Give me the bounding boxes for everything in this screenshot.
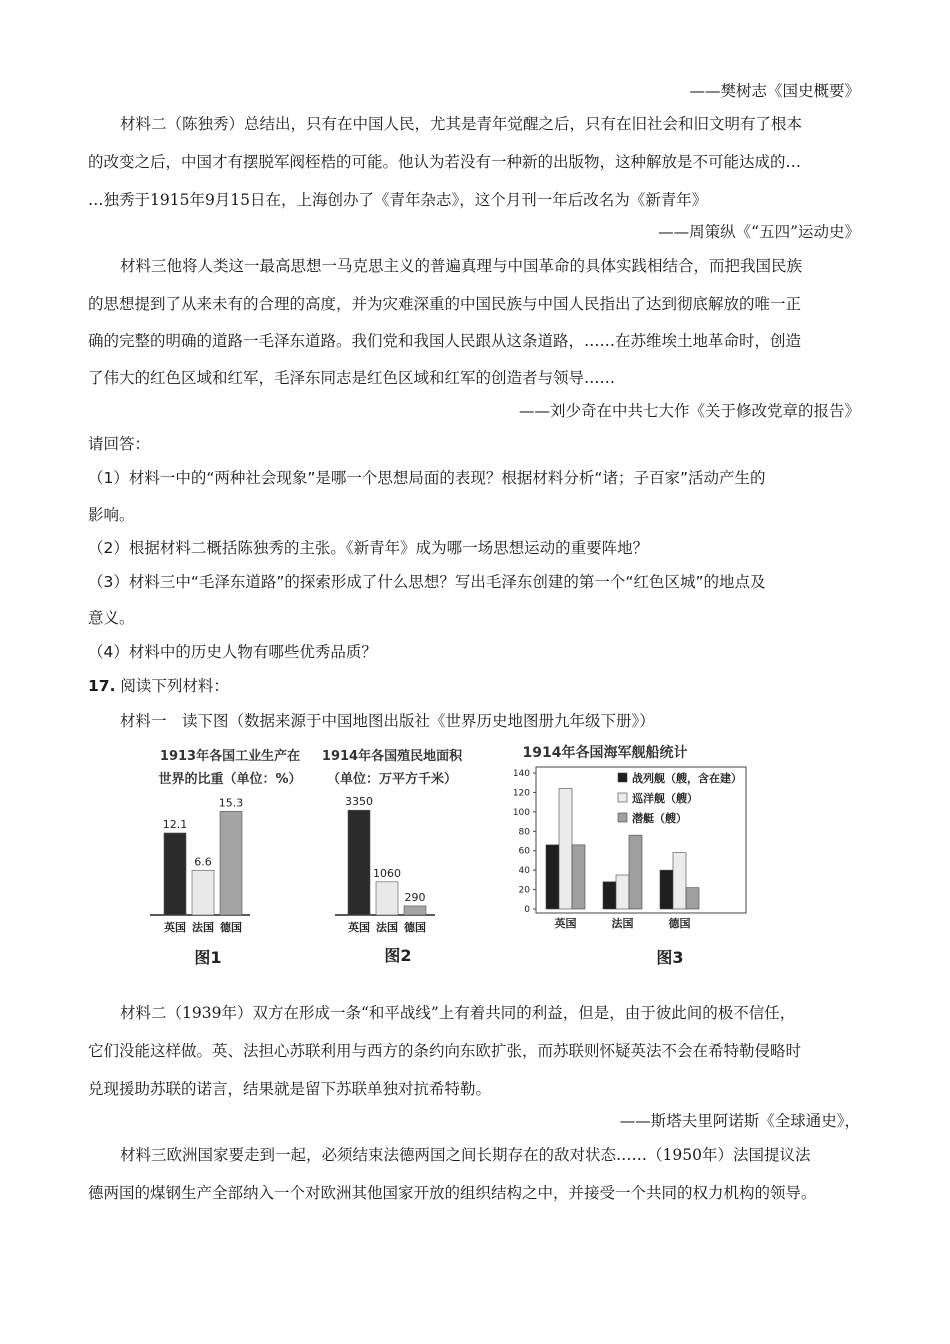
charts-svg [140,735,760,975]
figure-1-category-label-1: 英国 [164,921,186,934]
figure-1-value-label-2: 6.6 [194,855,212,869]
figure-3-category-label-3: 德国 [668,917,691,930]
material-3-line-2: 的思想提到了从来未有的合理的高度，并为灾难深重的中国民族与中国人民指出了达到彻底解放的唯一正 [88,295,802,313]
question-1-line-1: （1）材料一中的“两种社会现象”是哪一个思想局面的表现？根据材料分析“诸；子百家”活动产生的 [88,469,766,487]
figure-3-bar-3-3 [686,888,699,909]
figure-2-title-line-2: （单位：万平方千米） [326,772,458,787]
figure-3-ytick-label-2: 40 [518,866,530,877]
figure-2-value-label-3: 290 [404,890,426,904]
figure-1-bar-1 [164,833,186,915]
figure-1-title-line-2: 世界的比重（单位：%） [158,772,302,787]
figure-2-title-line-1: 1914年各国殖民地面积 [321,749,463,764]
figure-3-bar-2-3 [629,835,642,909]
figure-3-legend-swatch-1 [618,773,627,782]
figure-1-category-label-2: 法国 [192,921,214,934]
question-number: 17. [88,677,116,695]
figure-3-ytick-label-5: 100 [512,807,530,818]
figure-2-category-label-1: 英国 [348,921,370,934]
question-2: （2）根据材料二概括陈独秀的主张。《新青年》成为哪一场思想运动的重要阵地？ [88,539,649,557]
figure-1 [150,748,302,967]
answer-prompt: 请回答： [88,435,151,453]
figure-3-bar-3-2 [673,853,686,909]
question-17-heading [88,675,860,697]
material-1-intro: 材料一 读下图（数据来源于中国地图出版社《世界历史地图册九年级下册》） [120,712,655,730]
figure-3-title: 1914年各国海军舰船统计 [522,745,688,761]
figure-1-bar-2 [192,870,214,915]
material-2b-line-2: 它们没能这样做。英、法担心苏联利用与西方的条约向东欧扩张，而苏联则怀疑英法不会在希特勒侵略时 [88,1042,802,1060]
figure-3-bar-1-2 [559,789,572,909]
figure-3 [513,744,746,967]
source-line: ——周策纵《“五四”运动史》 [658,223,860,241]
question-3-line-2: 意义。 [88,609,135,627]
figure-3-category-label-2: 法国 [611,917,634,930]
figure-2-value-label-1: 3350 [345,795,373,809]
figure-2-caption: 图2 [384,946,412,965]
figure-2-bar-2 [376,882,398,915]
material-2-line-1: 材料二（陈独秀）总结出，只有在中国人民，尤其是青年觉醒之后，只有在旧社会和旧文明有了根本 [120,115,803,133]
material-2-line-2: 的改变之后，中国才有摆脱军阀桎梏的可能。他认为若没有一种新的出版物，这种解放是不可能达成的… [88,153,802,171]
material-3b-line-2: 德两国的煤钢生产全部纳入一个对欧洲其他国家开放的组织结构之中，并接受一个共同的权力机构的领导。 [88,1184,817,1202]
figure-3-bar-3-1 [660,870,673,909]
material-3-line-4: 了伟大的红色区域和红军，毛泽东同志是红色区域和红军的创造者与领导…… [88,369,616,387]
figure-3-bar-2-1 [603,882,616,909]
source-line: ——樊树志《国史概要》 [689,82,860,100]
figure-3-ytick-label-7: 140 [512,769,530,779]
material-3-line-3: 确的完整的明确的道路一毛泽东道路。我们党和我国人民跟从这条道路，……在苏维埃土地革命时，创造 [88,332,802,350]
figure-3-ytick-label-1: 20 [518,885,530,896]
question-3-line-1: （3）材料三中“毛泽东道路”的探索形成了什么思想？写出毛泽东创建的第一个“红色区城”的地点及 [88,573,766,591]
figure-2-bar-3 [404,906,426,915]
chart-figures [140,735,760,975]
figure-3-ytick-label-4: 80 [518,827,530,838]
figure-3-ytick-label-3: 60 [518,846,530,857]
material-2b-line-3: 兑现援助苏联的诺言，结果就是留下苏联单独对抗希特勒。 [88,1080,492,1098]
figure-2-category-label-2: 法国 [376,921,398,934]
question-4: （4）材料中的历史人物有哪些优秀品质？ [88,643,377,661]
figure-3-bar-1-3 [572,845,585,909]
figure-3-caption: 图3 [656,948,684,967]
figure-3-bar-1-1 [546,845,559,909]
figure-3-legend-label-2: 巡洋舰（艘） [632,792,698,805]
figure-1-bar-3 [220,811,242,915]
figure-1-category-label-3: 德国 [220,921,242,934]
figure-3-legend-swatch-2 [618,793,627,802]
figure-3-legend-label-1: 战列舰（艘，含在建） [632,772,742,785]
figure-1-title-line-1: 1913年各国工业生产在 [159,749,301,764]
figure-3-bar-2-2 [616,875,629,909]
figure-3-ytick-label-0: 0 [524,905,530,915]
figure-2 [322,748,463,965]
figure-2-category-label-3: 德国 [404,921,426,934]
question-17-text: 阅读下列材料： [120,677,229,695]
figure-1-value-label-1: 12.1 [162,817,188,831]
figure-1-caption: 图1 [194,948,222,967]
source-line: ——刘少奇在中共七大作《关于修改党章的报告》 [518,402,860,420]
figure-1-value-label-3: 15.3 [218,796,244,810]
figure-3-legend-swatch-3 [618,813,627,822]
source-line: ——斯塔夫里阿诺斯《全球通史》， [619,1112,860,1130]
figure-2-bar-1 [348,810,370,915]
figure-3-ytick-label-6: 120 [512,788,530,799]
question-1-line-2: 影响。 [88,506,135,524]
material-2-line-3: …独秀于1915年9月15日在，上海创办了《青年杂志》，这个月刊一年后改名为《新青年》 [88,191,708,209]
figure-2-value-label-2: 1060 [373,866,401,880]
figure-3-legend-label-3: 潜艇（艘） [632,812,687,825]
material-3-line-1: 材料三他将人类这一最高思想一马克思主义的普遍真理与中国革命的具体实践相结合，而把我国民族 [120,257,803,275]
material-2b-line-1: 材料二（1939年）双方在形成一条“和平战线”上有着共同的利益，但是，由于彼此间的极不信任， [120,1004,796,1022]
figure-3-category-label-1: 英国 [554,917,577,930]
material-3b-line-1: 材料三欧洲国家要走到一起，必须结束法德两国之间长期存在的敌对状态……（1950年）法国提议法 [120,1146,811,1164]
